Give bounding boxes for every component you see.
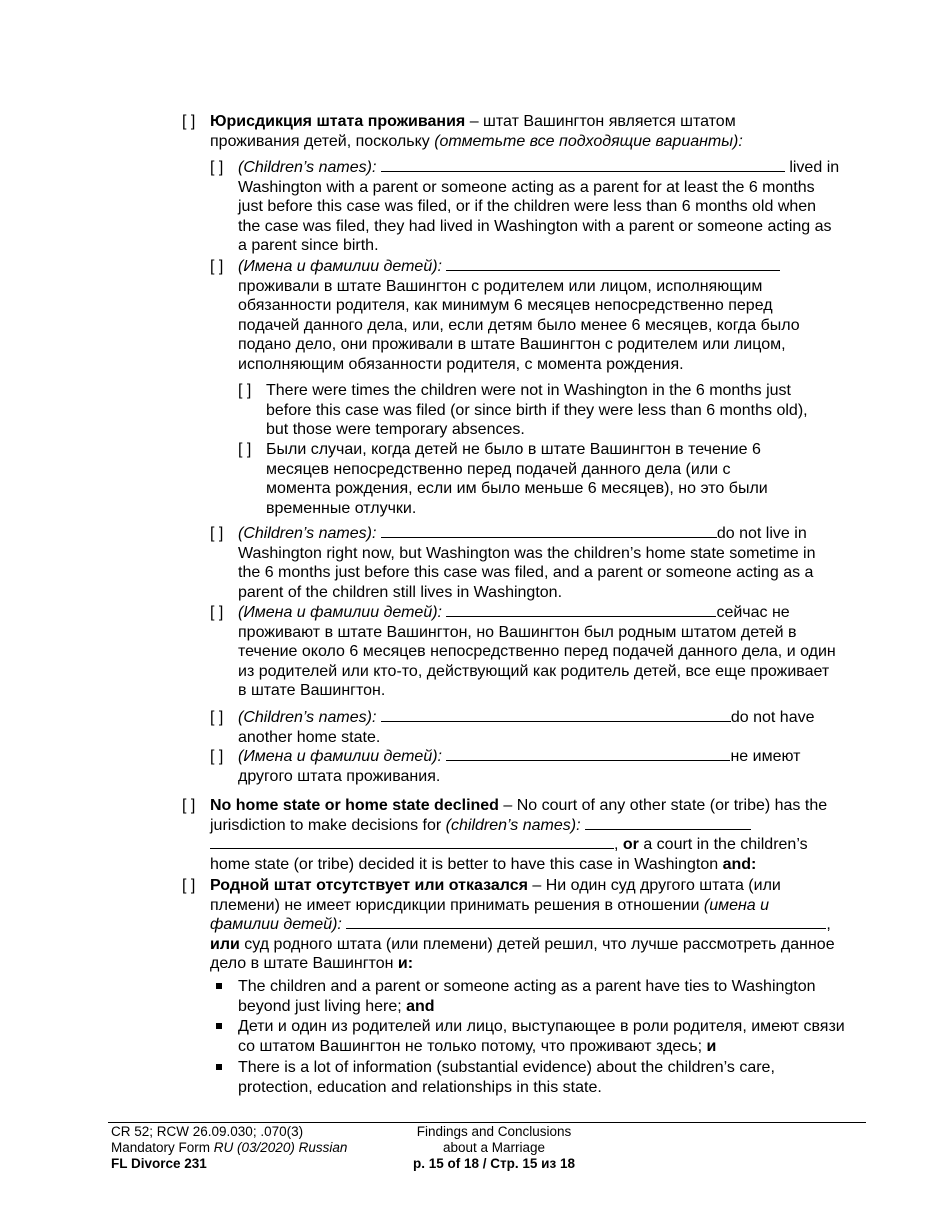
bullet-ties-en: The children and a parent or someone acting as a parent have ties to Washington beyond just living here; and xyxy=(216,977,826,1016)
children-names-field[interactable] xyxy=(446,269,780,271)
checkbox-absences-ru[interactable]: [ ] xyxy=(238,441,252,458)
children-names-field[interactable] xyxy=(585,828,751,830)
checkbox-not-living-en[interactable]: [ ] xyxy=(210,525,224,542)
children-names-field-cont[interactable] xyxy=(210,847,614,849)
footer-doc-subtitle: about a Marriage xyxy=(442,1140,546,1155)
checkbox-home-state[interactable]: [ ] xyxy=(182,113,196,130)
no-home-state-option-en: [ ] No home state or home state declined – No court of any other state (or tribe) has the jurisdiction to make decisions for (children’s names): , or a court in the children’s home state (or tribe) decided it is better to have this case in Washington and: xyxy=(182,797,828,873)
children-names-field[interactable] xyxy=(346,927,826,929)
section-title: Юрисдикция штата проживания xyxy=(210,113,466,130)
field-label: (Имена и фамилии детей): xyxy=(238,748,442,765)
checkbox-no-other-ru[interactable]: [ ] xyxy=(210,748,224,765)
option-temporary-absences-en: [ ] There were times the children were not in Washington in the 6 months just before this case was filed (or since birth if they were less than 6 months old), but those were temporary absences. xyxy=(238,382,808,439)
footer-left xyxy=(111,1124,391,1172)
children-names-field[interactable] xyxy=(381,170,785,172)
option-not-living-ru: [ ] (Имена и фамилии детей): сейчас не проживают в штате Вашингтон, но Вашингтон был родным штатом детей в течение около 6 месяцев непосредственно перед подачей данного дела, и один из родителей или кто-то, действующий как родитель детей, все еще проживает в штате Вашингтон. xyxy=(210,604,836,700)
option-no-other-home-en: [ ] (Children’s names): do not have another home state. xyxy=(210,709,815,746)
checkbox-lived-en[interactable]: [ ] xyxy=(210,159,224,176)
bullet-icon xyxy=(216,1023,222,1029)
footer-doc-title: Findings and Conclusions xyxy=(416,1124,572,1139)
footer-form-id: FL Divorce 231 xyxy=(111,1156,207,1171)
children-names-field[interactable] xyxy=(381,536,717,538)
checkbox-not-living-ru[interactable]: [ ] xyxy=(210,604,224,621)
section-title: No home state or home state declined xyxy=(210,797,499,814)
bullet-icon xyxy=(216,1064,222,1070)
footer-statute: CR 52; RCW 26.09.030; .070(3) xyxy=(111,1124,304,1139)
field-label: (Children’s names): xyxy=(238,709,377,726)
bullet-icon xyxy=(216,983,222,989)
field-label: (Имена и фамилии детей): xyxy=(238,604,442,621)
children-names-field[interactable] xyxy=(446,615,716,617)
option-not-living-en: [ ] (Children’s names): do not live in Washington right now, but Washington was the children’s home state sometime in the 6 months just before this case was filed, and a parent or someone acting as a parent of the children still lives in Washington. xyxy=(210,525,816,601)
children-names-field[interactable] xyxy=(446,759,730,761)
section-title: Родной штат отсутствует или отказался xyxy=(210,877,528,894)
footer-page-number: p. 15 of 18 / Стр. 15 из 18 xyxy=(413,1156,575,1171)
checkbox-lived-ru[interactable]: [ ] xyxy=(210,258,224,275)
option-no-other-home-ru: [ ] (Имена и фамилии детей): не имеют другого штата проживания. xyxy=(210,748,801,785)
children-names-field[interactable] xyxy=(381,720,731,722)
checkbox-absences-en[interactable]: [ ] xyxy=(238,382,252,399)
footer-form-version: Mandatory Form RU (03/2020) Russian xyxy=(111,1140,348,1155)
bullet-evidence-en: There is a lot of information (substantial evidence) about the children’s care, protection, education and relationships in this state. xyxy=(216,1058,816,1097)
checkbox-no-home-state-ru[interactable]: [ ] xyxy=(182,877,196,894)
field-label: (Children’s names): xyxy=(238,525,377,542)
no-home-state-option-ru: [ ] Родной штат отсутствует или отказался – Ни один суд другого штата (или племени) не имеет юрисдикции принимать решения в отношении (имена и фамилии детей): , или суд родного штата (или племени) детей решил, что лучше рассмотреть данное дело в штате Вашингтон и: xyxy=(182,877,835,973)
checkbox-no-other-en[interactable]: [ ] xyxy=(210,709,224,726)
bullet-ties-ru: Дети и один из родителей или лицо, выступающее в роли родителя, имеют связи со штатом Вашингтон не только потому, что проживают здесь; и xyxy=(216,1017,846,1056)
field-label: (Children’s names): xyxy=(238,159,377,176)
option-temporary-absences-ru: [ ] Были случаи, когда детей не было в штате Вашингтон в течение 6 месяцев непосредственно перед подачей данного дела (или с момента рождения, если им было меньше 6 месяцев), но это были временные отлучки. xyxy=(238,441,768,517)
home-state-option: [ ] Юрисдикция штата проживания – штат Вашингтон является штатом проживания детей, поскольку (отметьте все подходящие варианты): xyxy=(182,113,743,150)
field-label: (Имена и фамилии детей): xyxy=(238,258,442,275)
option-children-lived-en: [ ] (Children’s names): lived in Washington with a parent or someone acting as a parent for at least the 6 months just before this case was filed, or if the children were less than 6 months old when the case was filed, they had lived in Washington with a parent or someone acting as a parent since birth. xyxy=(210,159,840,255)
footer-divider xyxy=(108,1122,866,1123)
footer-center xyxy=(388,1124,600,1172)
checkbox-no-home-state-en[interactable]: [ ] xyxy=(182,797,196,814)
option-children-lived-ru: [ ] (Имена и фамилии детей): проживали в штате Вашингтон с родителем или лицом, исполняющим обязанности родителя, как минимум 6 месяцев непосредственно перед подачей данного дела, или, если детям было менее 6 месяцев, когда было подано дело, они проживали в штате Вашингтон с родителем или лицом, исполняющим обязанности родителя, с момента рождения. xyxy=(210,258,800,373)
